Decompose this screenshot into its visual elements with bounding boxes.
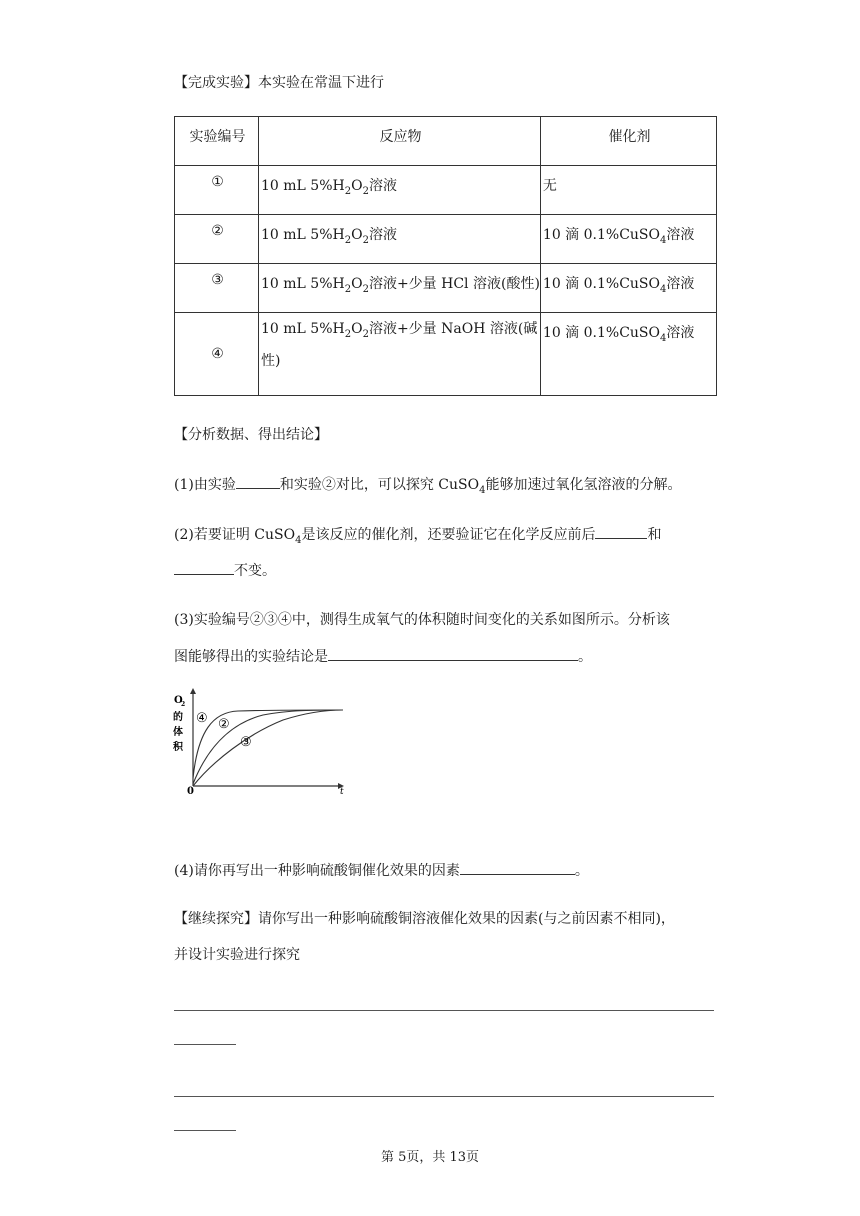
- y-axis-label-char: 积: [173, 742, 183, 753]
- answer-blank[interactable]: [595, 524, 647, 539]
- header-catalyst: 催化剂: [540, 117, 716, 166]
- origin-label: 0: [187, 786, 194, 796]
- y-axis-label-o: O: [174, 695, 183, 706]
- continue-title: 【继续探究】请你写出一种影响硫酸铜溶液催化效果的因素(与之前因素不相同)，: [174, 911, 675, 927]
- curve-2: [193, 710, 343, 784]
- y-axis-label-char: 的: [173, 712, 183, 723]
- question-2-cont: 不变。: [174, 560, 276, 581]
- experiment-no: ④: [175, 313, 259, 396]
- catalyst-cell: 10 滴 0.1%CuSO$_4$溶液: [540, 264, 716, 313]
- header-reactant: 反应物: [259, 117, 541, 166]
- reactant-cell: 10 mL $5\%H_2O_2$溶液: [259, 215, 541, 264]
- curve-label-4: ④: [196, 711, 208, 726]
- x-axis-label: t: [340, 787, 344, 796]
- table-row: [175, 264, 717, 313]
- y-axis-arrow: [190, 688, 196, 694]
- answer-line[interactable]: [174, 1044, 236, 1045]
- section-title: 【完成实验】本实验在常温下进行: [174, 75, 384, 91]
- table-row: [175, 215, 717, 264]
- experiment-no: ②: [175, 215, 259, 264]
- answer-line[interactable]: [174, 1096, 714, 1097]
- question-3-line2: 图能够得出的实验结论是 。: [174, 646, 592, 667]
- answer-blank[interactable]: [460, 860, 575, 875]
- question-2: (2)若要证明 CuSO$_4$是该反应的催化剂，还要验证它在化学反应前后 和: [174, 524, 661, 551]
- oxygen-volume-graph: [168, 686, 353, 796]
- question-1: (1)由实验 和实验②对比，可以探究 CuSO$_4$能够加速过氧化氢溶液的分解。: [174, 474, 681, 501]
- experiment-no: ①: [175, 166, 259, 215]
- curve-label-3: ③: [240, 735, 252, 750]
- experiment-table: [174, 116, 717, 396]
- answer-blank[interactable]: [328, 646, 578, 661]
- catalyst-cell: 10 滴 0.1%CuSO$_4$溶液: [540, 313, 716, 396]
- reactant-cell: 10 mL $5\%H_2O_2$溶液+少量 HCl 溶液(酸性): [259, 264, 541, 313]
- curve-3: [193, 710, 343, 786]
- header-experiment-no: 实验编号: [175, 117, 259, 166]
- answer-blank[interactable]: [236, 474, 280, 489]
- curve-label-2: ②: [218, 717, 230, 732]
- reactant-cell: 10 mL $5\%H_2O_2$溶液+少量 NaOH 溶液(碱 性): [259, 313, 541, 396]
- answer-blank[interactable]: [174, 560, 234, 575]
- y-axis-label-char: 体: [173, 727, 183, 738]
- question-4: (4)请你再写出一种影响硫酸铜催化效果的因素 。: [174, 860, 589, 881]
- answer-line[interactable]: [174, 1130, 236, 1131]
- analysis-title: 【分析数据、得出结论】: [174, 427, 328, 443]
- catalyst-cell: 10 滴 0.1%CuSO$_4$溶液: [540, 215, 716, 264]
- experiment-no: ③: [175, 264, 259, 313]
- catalyst-cell: 无: [540, 166, 716, 215]
- table-row: [175, 313, 717, 396]
- y-axis-label-sub: 2: [181, 701, 186, 708]
- table-header-row: [175, 117, 717, 166]
- table-row: [175, 166, 717, 215]
- answer-line[interactable]: [174, 1010, 714, 1011]
- page-footer: 第 5页，共 13页: [380, 1150, 480, 1165]
- question-3-line1: (3)实验编号②③④中，测得生成氧气的体积随时间变化的关系如图所示。分析该: [174, 612, 670, 628]
- reactant-cell: 10 mL $5\%H_2O_2$溶液: [259, 166, 541, 215]
- continue-line2: 并设计实验进行探究: [174, 947, 300, 963]
- curve-4: [193, 710, 343, 778]
